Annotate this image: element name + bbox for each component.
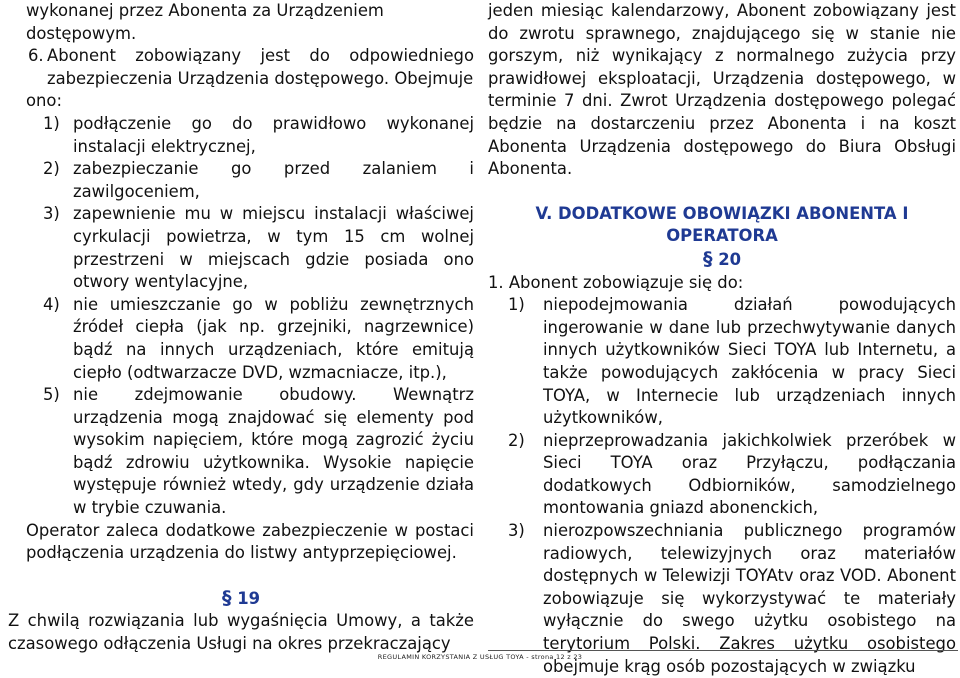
section-20-heading [488,248,956,272]
continued-text: wykonanej przez Abonenta za Urządzeniem [26,1,384,20]
list-item [43,203,474,293]
item-number: 3) [43,204,60,224]
item-text: podłączenie go do prawidłowo wykonanej instalacji elektrycznej, [73,113,474,156]
chapter-heading-line1: V. DODATKOWE OBOWIĄZKI ABONENTA I [535,203,909,223]
item-number: 6. [28,46,44,66]
item-number: 4) [43,294,60,314]
item-number: 1) [43,113,60,133]
page-footer: REGULAMIN KORZYSTANIA Z USŁUG TOYA - strona 12 z 23 [377,653,583,661]
item-text: zapewnienie mu w miejscu instalacji właściwej cyrkulacji powietrza, w tym 15 cm wolnej przestrzeni w miejscach gdzie posiada ono otwory wentylacyjne, [73,204,474,292]
list-item [28,45,474,90]
section-20-point-1: 1. Abonent zobowiązuje się do: [488,272,744,292]
section-symbol: § [702,247,713,270]
item-text: zabezpieczanie go przed zalaniem i zawilgoceniem, [73,159,474,201]
section-number: 19 [237,588,261,608]
item-number: 1) [508,295,525,315]
list-item [43,113,474,158]
item-text: nie umieszczanie go w pobliżu zewnętrznych źródeł ciepła (jak np. grzejniki, nagrzewnice) bądź na innych urządzeniach, które emitują ciepło (odtwarzacze DVD, wzmacniacze, itp.), [73,294,474,382]
list-item [43,294,474,384]
item-number: 3) [508,521,525,541]
item-text: nie zdejmowanie obudowy. Wewnątrz urządzenia mogą znajdować się elementy pod wysokim napięciem, które mogą zagrozić życiu bądź zdrowiu użytkownika. Wysokie napięcie występuje również wtedy, gdy urządzenie działa w trybie czuwania. [73,385,474,518]
list-item [43,384,474,520]
chapter-heading-line2: OPERATORA [666,226,778,246]
item-number: 5) [43,385,60,405]
item-number: 2) [43,159,60,179]
list-item [508,430,956,520]
item-text: nieprzeprowadzania jakichkolwiek przeróbek w Sieci TOYA oraz Przyłączu, podłączania dodatkowych Odbiorników, samodzielnego montowania gniazd abonenckich, [543,430,956,518]
list-item [43,158,474,203]
item-text: niepodejmowania działań powodujących ingerowanie w dane lub przechwytywanie danych innych użytkowników Sieci TOYA lub Internetu, a także powodujących zakłócenia w pracy Sieci TOYA, w Internecie lub urządzeniach innych użytkowników, [543,295,956,428]
operator-recommendation: Operator zaleca dodatkowe zabezpieczenie w postaci podłączenia urządzenia do listwy antyprzepięciowej. [26,520,474,563]
return-paragraph: jeden miesiąc kalendarzowy, Abonent zobowiązany jest do zwrotu sprawnego, znajdującego się w stanie nie gorszym, niż wynikający z normalnego zużycia przy prawidłowej eksploatacji, Urządzenia dostępowego, w terminie 7 dni. Zwrot Urządzenia dostępowego polegać będzie na dostarczeniu przez Abonenta i na koszt Abonenta Urządzenia dostępowego do Biura Obsługi Abonenta. [488,1,956,179]
continued-text-tail: dostępowym. [26,23,137,43]
spacer [488,181,956,203]
section-symbol: § [221,586,232,609]
section-19-text: Z chwilą rozwiązania lub wygaśnięcia Umowy, a także czasowego odłączenia Usługi na okres przekraczający [8,611,474,654]
section-19-heading [8,587,474,611]
right-column [488,0,956,678]
section-number: 20 [718,249,742,269]
item-text: Abonent zobowiązany jest do odpowiedniego zabezpieczenia Urządzenia dostępowego. Obejmuje [47,46,474,88]
item-number: 2) [508,430,525,450]
item-text-tail: ono: [26,91,62,111]
left-column [8,0,474,656]
spacer [8,565,474,587]
list-item [508,294,956,430]
footer-divider [488,650,958,651]
item-text: nierozpowszechniania publicznego programów radiowych, telewizyjnych oraz materiałów dostępnych w Telewizji TOYAtv oraz VOD. Abonent zobowiązuje się wykorzystywać te materiały wyłącznie do swego użytku osobistego na terytorium Polski. Zakres użytku osobistego obejmuje krąg osób pozostających w związku [543,521,956,676]
